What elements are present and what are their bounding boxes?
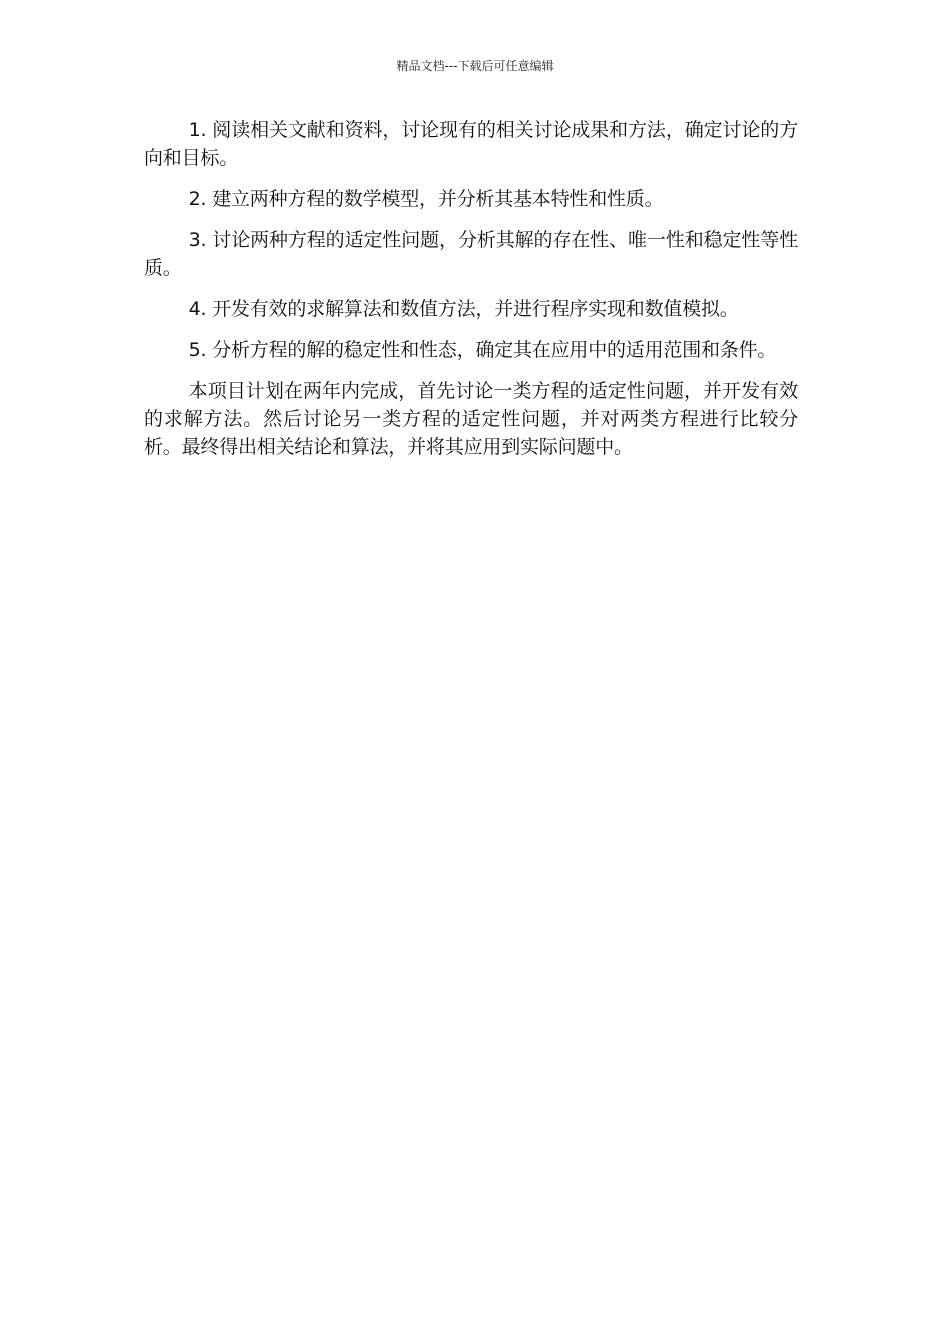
document-body	[144, 116, 798, 474]
list-item-2: 2. 建立两种方程的数学模型，并分析其基本特性和性质。	[188, 188, 664, 210]
plan-paragraph: 本项目计划在两年内完成，首先讨论一类方程的适定性问题，并开发有效的求解方法。然后讨论另一类方程的适定性问题，并对两类方程进行比较分析。最终得出相关结论和算法，并将其应用到实际问题中。	[144, 380, 798, 458]
list-item-1: 1. 阅读相关文献和资料，讨论现有的相关讨论成果和方法，确定讨论的方向和目标。	[144, 119, 798, 169]
list-item-4: 4. 开发有效的求解算法和数值方法，并进行程序实现和数值模拟。	[188, 298, 739, 320]
list-item-5: 5. 分析方程的解的稳定性和性态，确定其在应用中的适用范围和条件。	[188, 339, 777, 361]
page-header: 精品文档---下载后可任意编辑	[396, 59, 554, 73]
list-item-3: 3. 讨论两种方程的适定性问题，分析其解的存在性、唯一性和稳定性等性质。	[144, 229, 798, 279]
